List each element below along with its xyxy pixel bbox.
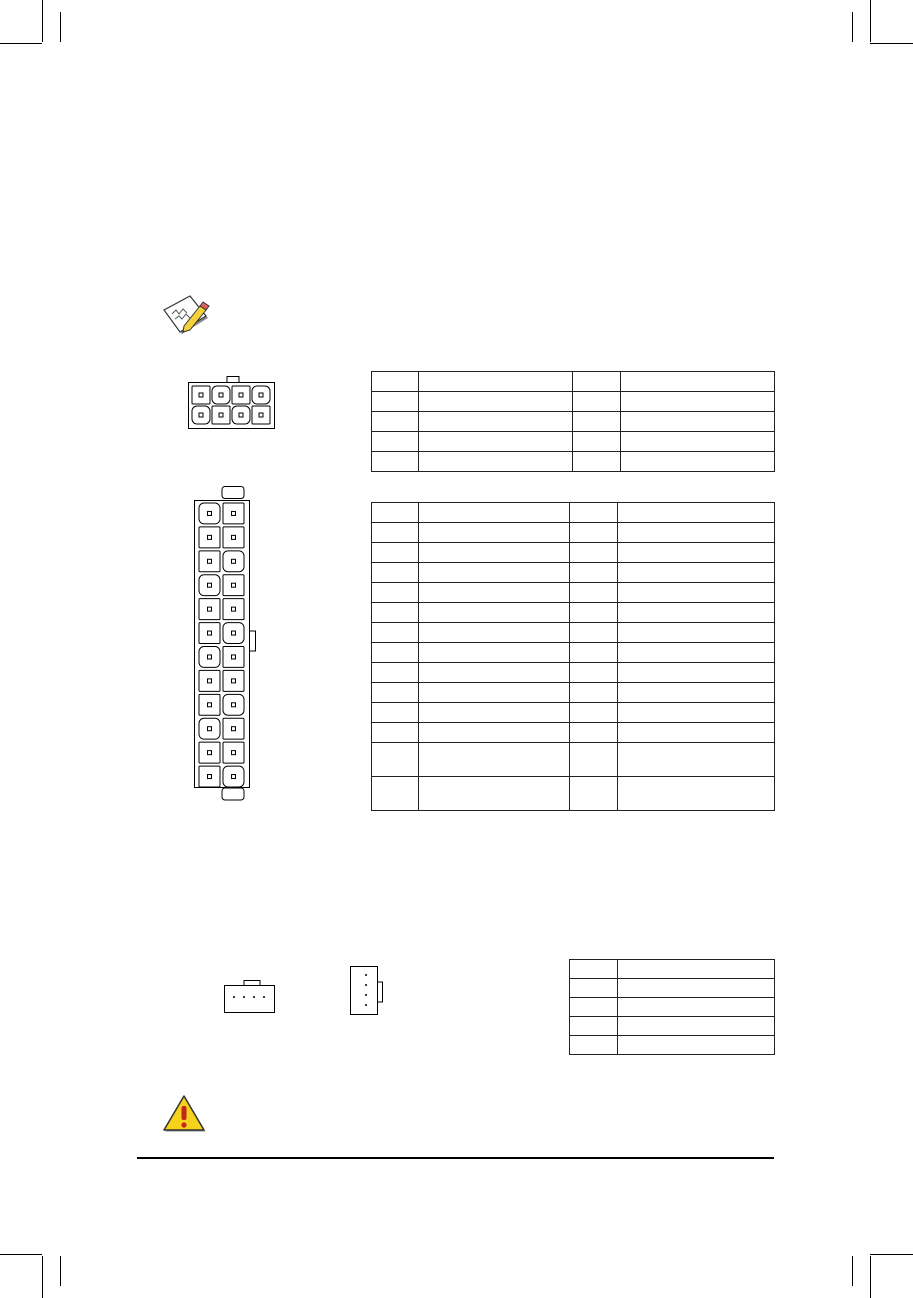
table-cell — [419, 563, 570, 583]
table-cell — [372, 563, 419, 583]
table-cell — [570, 723, 618, 743]
table-cell — [618, 979, 775, 998]
table-row — [570, 979, 775, 998]
pin-contact — [232, 703, 236, 707]
table-cell — [372, 743, 419, 777]
table-cell — [419, 412, 573, 432]
fan-connector-vertical-diagram — [350, 966, 384, 1018]
table-cell — [419, 603, 570, 623]
table-row — [372, 743, 775, 777]
table-cell — [372, 703, 419, 723]
table-row — [372, 543, 775, 563]
table-cell — [419, 723, 570, 743]
table-row — [372, 412, 775, 432]
table-cell — [419, 583, 570, 603]
table-row — [372, 583, 775, 603]
pin-contact — [232, 559, 236, 563]
atx-24pin-table — [371, 502, 775, 811]
pin-contact — [232, 727, 236, 731]
table-cell — [621, 432, 775, 452]
table-row — [372, 392, 775, 412]
table-cell — [621, 412, 775, 432]
pin-contact — [232, 775, 236, 779]
table-cell — [372, 643, 419, 663]
table-cell — [573, 412, 621, 432]
fan-header-table — [569, 959, 775, 1055]
table-cell — [618, 1036, 775, 1055]
pin-contact — [232, 751, 236, 755]
pin-contact — [208, 535, 212, 539]
table-cell — [570, 683, 618, 703]
table-cell — [419, 703, 570, 723]
table-cell — [372, 543, 419, 563]
table-row — [372, 703, 775, 723]
pin-contact — [232, 511, 236, 515]
table-row — [570, 1036, 775, 1055]
table-cell — [570, 543, 618, 563]
pin-contact — [232, 655, 236, 659]
table-cell — [419, 777, 570, 811]
table-cell — [618, 777, 775, 811]
table-row — [372, 563, 775, 583]
table-cell — [372, 372, 419, 392]
table-cell — [570, 979, 618, 998]
table-cell — [570, 503, 618, 523]
pin-contact — [259, 413, 263, 417]
atx-12v-8pin-connector-diagram — [188, 376, 276, 430]
table-cell — [618, 523, 775, 543]
pin-contact — [208, 607, 212, 611]
fan-connector-horizontal-diagram — [224, 980, 278, 1014]
pin-contact — [208, 727, 212, 731]
pin-contact — [199, 413, 203, 417]
table-cell — [372, 523, 419, 543]
table-cell — [372, 503, 419, 523]
table-cell — [573, 452, 621, 472]
table-cell — [618, 623, 775, 643]
warning-triangle-icon — [162, 1094, 206, 1132]
table-row — [372, 643, 775, 663]
table-cell — [419, 432, 573, 452]
table-cell — [372, 452, 419, 472]
table-cell — [419, 452, 573, 472]
pin-contact — [208, 583, 212, 587]
table-cell — [573, 432, 621, 452]
table-cell — [621, 392, 775, 412]
table-cell — [570, 960, 618, 979]
table-cell — [618, 703, 775, 723]
table-cell — [570, 1017, 618, 1036]
pin-contact — [239, 413, 243, 417]
pin-contact — [208, 751, 212, 755]
table-cell — [618, 998, 775, 1017]
table-cell — [419, 743, 570, 777]
table-row — [372, 432, 775, 452]
atx-24pin-connector-diagram — [194, 486, 260, 802]
table-row — [372, 623, 775, 643]
table-cell — [419, 392, 573, 412]
table-cell — [570, 663, 618, 683]
table-cell — [618, 960, 775, 979]
pin-contact — [259, 393, 263, 397]
table-cell — [372, 432, 419, 452]
table-cell — [372, 777, 419, 811]
table-cell — [618, 583, 775, 603]
pin-contact — [208, 775, 212, 779]
table-cell — [618, 643, 775, 663]
table-cell — [618, 1017, 775, 1036]
table-cell — [621, 372, 775, 392]
pin-contact — [232, 679, 236, 683]
table-row — [372, 372, 775, 392]
table-cell — [618, 603, 775, 623]
pin-contact — [208, 631, 212, 635]
table-cell — [372, 583, 419, 603]
table-row — [570, 1017, 775, 1036]
pin-contact — [208, 703, 212, 707]
pin-contact — [208, 511, 212, 515]
table-row — [372, 683, 775, 703]
pin-contact — [208, 679, 212, 683]
note-pencil-icon — [160, 292, 212, 336]
table-cell — [618, 663, 775, 683]
table-cell — [372, 623, 419, 643]
pin-contact — [199, 393, 203, 397]
footer-rule — [137, 1157, 774, 1159]
table-cell — [419, 663, 570, 683]
table-row — [372, 603, 775, 623]
table-cell — [372, 412, 419, 432]
table-cell — [372, 392, 419, 412]
table-cell — [621, 452, 775, 472]
table-cell — [570, 583, 618, 603]
table-cell — [618, 743, 775, 777]
table-cell — [419, 523, 570, 543]
pin-contact — [219, 393, 223, 397]
table-row — [372, 777, 775, 811]
table-row — [372, 663, 775, 683]
table-cell — [372, 603, 419, 623]
table-cell — [419, 683, 570, 703]
table-cell — [570, 998, 618, 1017]
table-cell — [570, 623, 618, 643]
table-cell — [570, 777, 618, 811]
table-cell — [419, 543, 570, 563]
table-cell — [573, 372, 621, 392]
table-cell — [618, 723, 775, 743]
table-row — [372, 723, 775, 743]
table-cell — [570, 603, 618, 623]
pin-contact — [208, 655, 212, 659]
table-cell — [618, 683, 775, 703]
table-cell — [570, 523, 618, 543]
table-cell — [372, 683, 419, 703]
pin-contact — [208, 559, 212, 563]
table-row — [372, 523, 775, 543]
atx-12v-8pin-table — [371, 371, 775, 472]
table-cell — [618, 543, 775, 563]
table-cell — [419, 372, 573, 392]
table-cell — [372, 723, 419, 743]
table-cell — [570, 1036, 618, 1055]
table-row — [570, 998, 775, 1017]
pin-contact — [232, 535, 236, 539]
table-cell — [573, 392, 621, 412]
table-cell — [419, 503, 570, 523]
table-cell — [372, 663, 419, 683]
table-row — [372, 452, 775, 472]
pin-contact — [232, 583, 236, 587]
table-cell — [570, 643, 618, 663]
pin-contact — [232, 607, 236, 611]
table-cell — [618, 503, 775, 523]
table-cell — [570, 703, 618, 723]
table-cell — [570, 563, 618, 583]
table-cell — [419, 643, 570, 663]
table-cell — [419, 623, 570, 643]
table-cell — [618, 563, 775, 583]
table-cell — [570, 743, 618, 777]
pin-contact — [239, 393, 243, 397]
pin-contact — [232, 631, 236, 635]
table-row — [372, 503, 775, 523]
pin-contact — [219, 413, 223, 417]
table-row — [570, 960, 775, 979]
